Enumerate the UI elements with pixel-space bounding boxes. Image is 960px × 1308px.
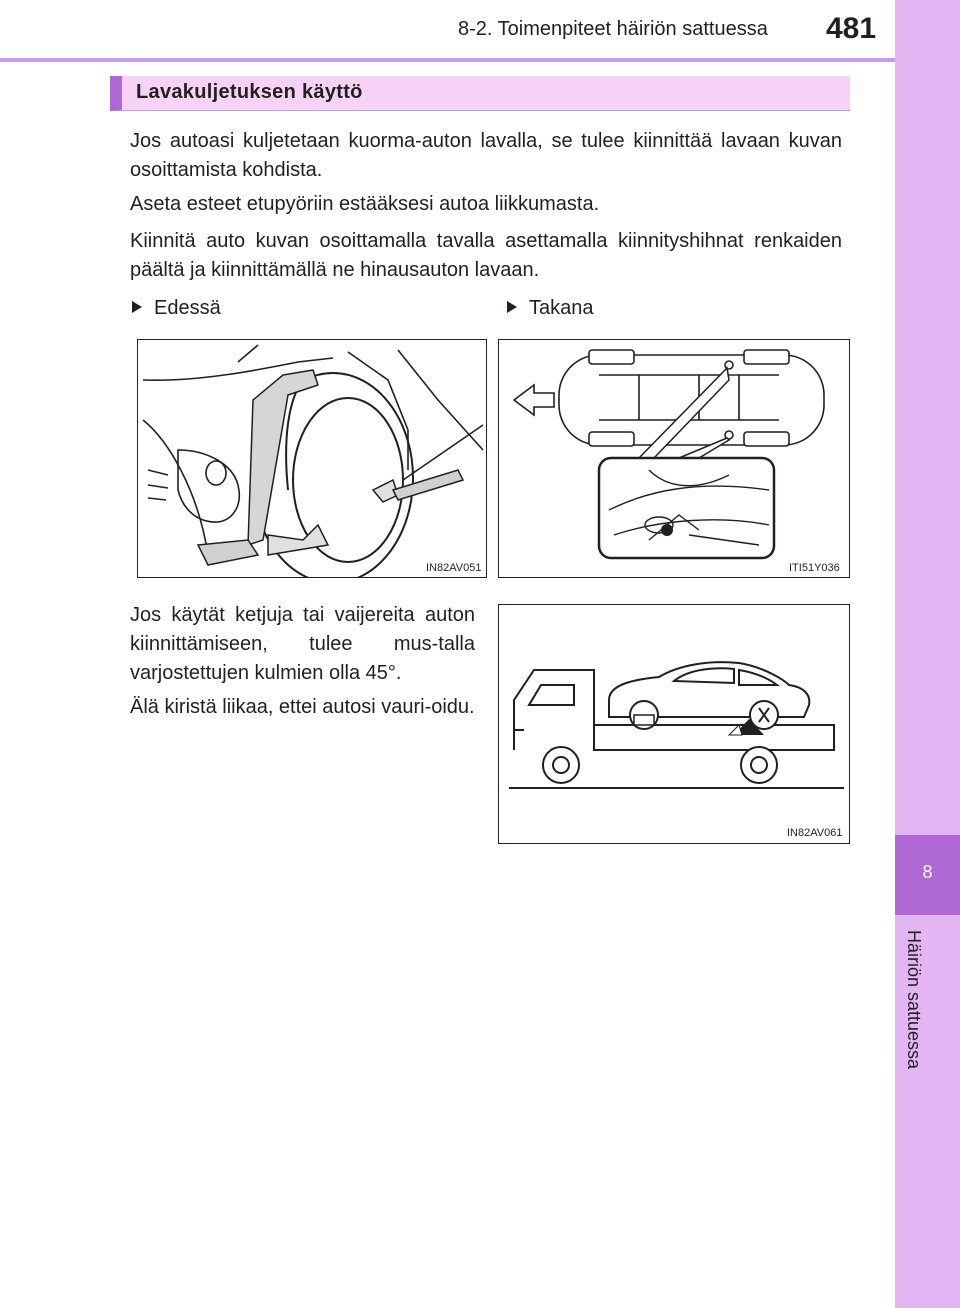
figure-rear-tiedown — [498, 339, 850, 578]
paragraph-straps: Kiinnitä auto kuvan osoittamalla tavalla asettamalla kiinnityshihnat renkaiden päältä ja kiinnittämällä ne hinausauton lavaan. — [130, 230, 842, 281]
front-wheel-strap-illustration — [138, 340, 486, 577]
paragraph-chain-angle: Jos käytät ketjuja tai vaijereita auton kiinnittämiseen, tulee mus-talla varjostettujen kulmien olla 45°. — [130, 604, 475, 684]
triangle-bullet-icon — [132, 301, 142, 313]
figure-code-front: IN82AV051 — [426, 562, 482, 574]
side-tab-background — [895, 0, 960, 835]
figure-code-rear: ITI51Y036 — [789, 562, 840, 574]
figure-flatbed-truck — [498, 604, 850, 844]
section-heading: Lavakuljetuksen käyttö — [136, 81, 363, 103]
section-heading-box — [110, 76, 850, 111]
paragraph-chocks: Aseta esteet etupyöriin estääksesi autoa liikkumasta. — [130, 193, 600, 215]
figure-code-truck: IN82AV061 — [787, 827, 843, 839]
flatbed-truck-illustration — [499, 605, 849, 843]
running-header-section-title: 8-2. Toimenpiteet häiriön sattuessa — [458, 18, 768, 40]
figure-label-front-text: Edessä — [154, 297, 221, 319]
rear-tiedown-illustration — [499, 340, 849, 577]
paragraph-intro: Jos autoasi kuljetetaan kuorma-auton lavalla, se tulee kiinnittää lavaan kuvan osoittamista kohdista. — [130, 130, 842, 181]
figure-label-rear — [507, 297, 594, 320]
paragraph-overtighten-warning: Älä kiristä liikaa, ettei autosi vauri-oidu. — [130, 696, 475, 718]
triangle-bullet-icon — [507, 301, 517, 313]
header-rule — [0, 58, 895, 62]
figure-front-tiedown — [137, 339, 487, 578]
chapter-number: 8 — [922, 862, 933, 882]
figure-label-rear-text: Takana — [529, 297, 594, 319]
figure-label-front — [132, 297, 221, 320]
chapter-label — [898, 930, 928, 1270]
page-number: 481 — [826, 12, 877, 45]
chapter-label-text: Häiriön sattuessa — [904, 930, 924, 1070]
